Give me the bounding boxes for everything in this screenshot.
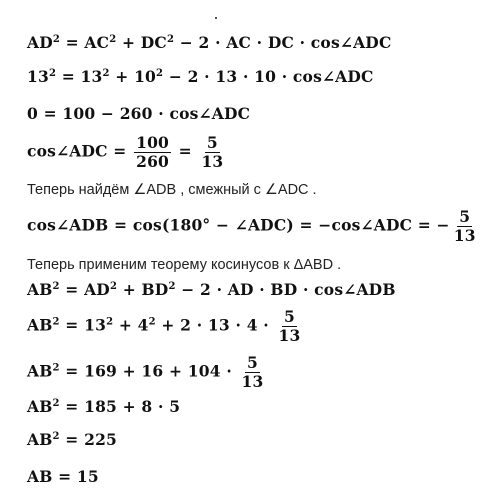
eq7-frac-num: 5 — [283, 307, 295, 326]
eq7-frac-den: 13 — [278, 326, 301, 345]
equation-9 — [27, 397, 180, 416]
eq2-exp1: 2 — [48, 68, 57, 79]
eq10-lhs: AB — [27, 430, 53, 449]
eq6-exp1: 2 — [52, 281, 60, 292]
eq1-exp2: 2 — [109, 34, 117, 45]
eq6-rest: − 2 · AD · BD · cos∠ADB — [175, 280, 396, 299]
eq8-rest: = 169 + 16 + 104 · — [59, 361, 238, 381]
eq9-rest: = 185 + 8 · 5 — [59, 397, 181, 416]
eq7-rest: + 2 · 13 · 4 · — [155, 315, 275, 335]
eq6-term1: = AD — [59, 280, 110, 299]
eq2-rest: − 2 · 13 · 10 · cos∠ADC — [163, 67, 374, 86]
eq4-frac2-num: 5 — [206, 133, 218, 152]
eq5-lead: cos∠ADB = cos(180° − ∠ADC) = −cos∠ADC = − — [27, 215, 450, 235]
eq8-frac-den: 13 — [241, 372, 264, 391]
equation-6 — [27, 280, 396, 299]
equation-3: 0 = 100 − 260 · cos∠ADC — [27, 104, 251, 123]
eq8-fraction — [240, 355, 266, 390]
text-line-1: Теперь найдём ∠ADB , смежный с ∠ADC . — [27, 182, 317, 198]
equation-11: AB = 15 — [27, 467, 99, 486]
eq9-lhs: AB — [27, 397, 53, 416]
eq2-exp2: 2 — [102, 68, 110, 79]
eq2-exp3: 2 — [156, 68, 164, 79]
eq10-exp: 2 — [52, 431, 60, 442]
eq7-term1: = 13 — [59, 315, 107, 335]
equation-8 — [27, 355, 268, 390]
text-line-2: Теперь применим теорему косинусов к ΔABD . — [27, 257, 342, 273]
eq2-lhs: 13 — [27, 67, 49, 86]
eq1-term1: = AC — [60, 33, 110, 52]
eq5-frac-den: 13 — [453, 226, 476, 245]
eq1-rest: − 2 · AC · DC · cos∠ADC — [174, 33, 392, 52]
eq6-lhs: AB — [27, 280, 53, 299]
eq1-exp3: 2 — [166, 34, 175, 45]
eq4-mid: = — [173, 141, 198, 161]
eq8-exp: 2 — [52, 362, 60, 374]
eq4-frac1-den: 260 — [136, 152, 170, 171]
eq1-lhs: AD — [27, 33, 53, 52]
eq10-rest: = 225 — [59, 430, 118, 449]
equation-10 — [27, 430, 117, 449]
eq8-frac-num: 5 — [247, 353, 258, 372]
eq5-frac-num: 5 — [459, 207, 471, 226]
stray-dot — [215, 17, 217, 19]
eq8-lhs: AB — [27, 361, 53, 381]
eq2-term1: = 13 — [56, 67, 103, 86]
equation-5 — [27, 209, 480, 244]
eq6-exp2: 2 — [109, 281, 118, 292]
eq1-exp1: 2 — [52, 34, 61, 45]
eq2-term2: + 10 — [109, 67, 157, 86]
eq7-exp3: 2 — [148, 316, 156, 328]
equation-4 — [27, 135, 227, 170]
equation-1 — [27, 33, 391, 52]
eq7-exp1: 2 — [52, 316, 60, 328]
eq9-exp: 2 — [52, 398, 60, 409]
eq6-exp3: 2 — [168, 281, 176, 292]
equation-2 — [27, 67, 374, 86]
eq4-frac1-num: 100 — [136, 133, 170, 152]
eq4-fraction-1 — [134, 135, 171, 170]
eq7-exp2: 2 — [106, 316, 114, 328]
eq7-term2: + 4 — [113, 315, 149, 335]
eq7-fraction — [276, 309, 302, 344]
eq6-term2: + BD — [117, 280, 169, 299]
equation-7 — [27, 309, 304, 344]
eq4-lead: cos∠ADC = — [27, 141, 133, 161]
eq7-lhs: AB — [27, 315, 53, 335]
eq4-fraction-2 — [199, 135, 225, 170]
eq1-term2: + DC — [116, 33, 167, 52]
eq4-frac2-den: 13 — [201, 152, 224, 171]
eq5-fraction — [452, 209, 478, 244]
